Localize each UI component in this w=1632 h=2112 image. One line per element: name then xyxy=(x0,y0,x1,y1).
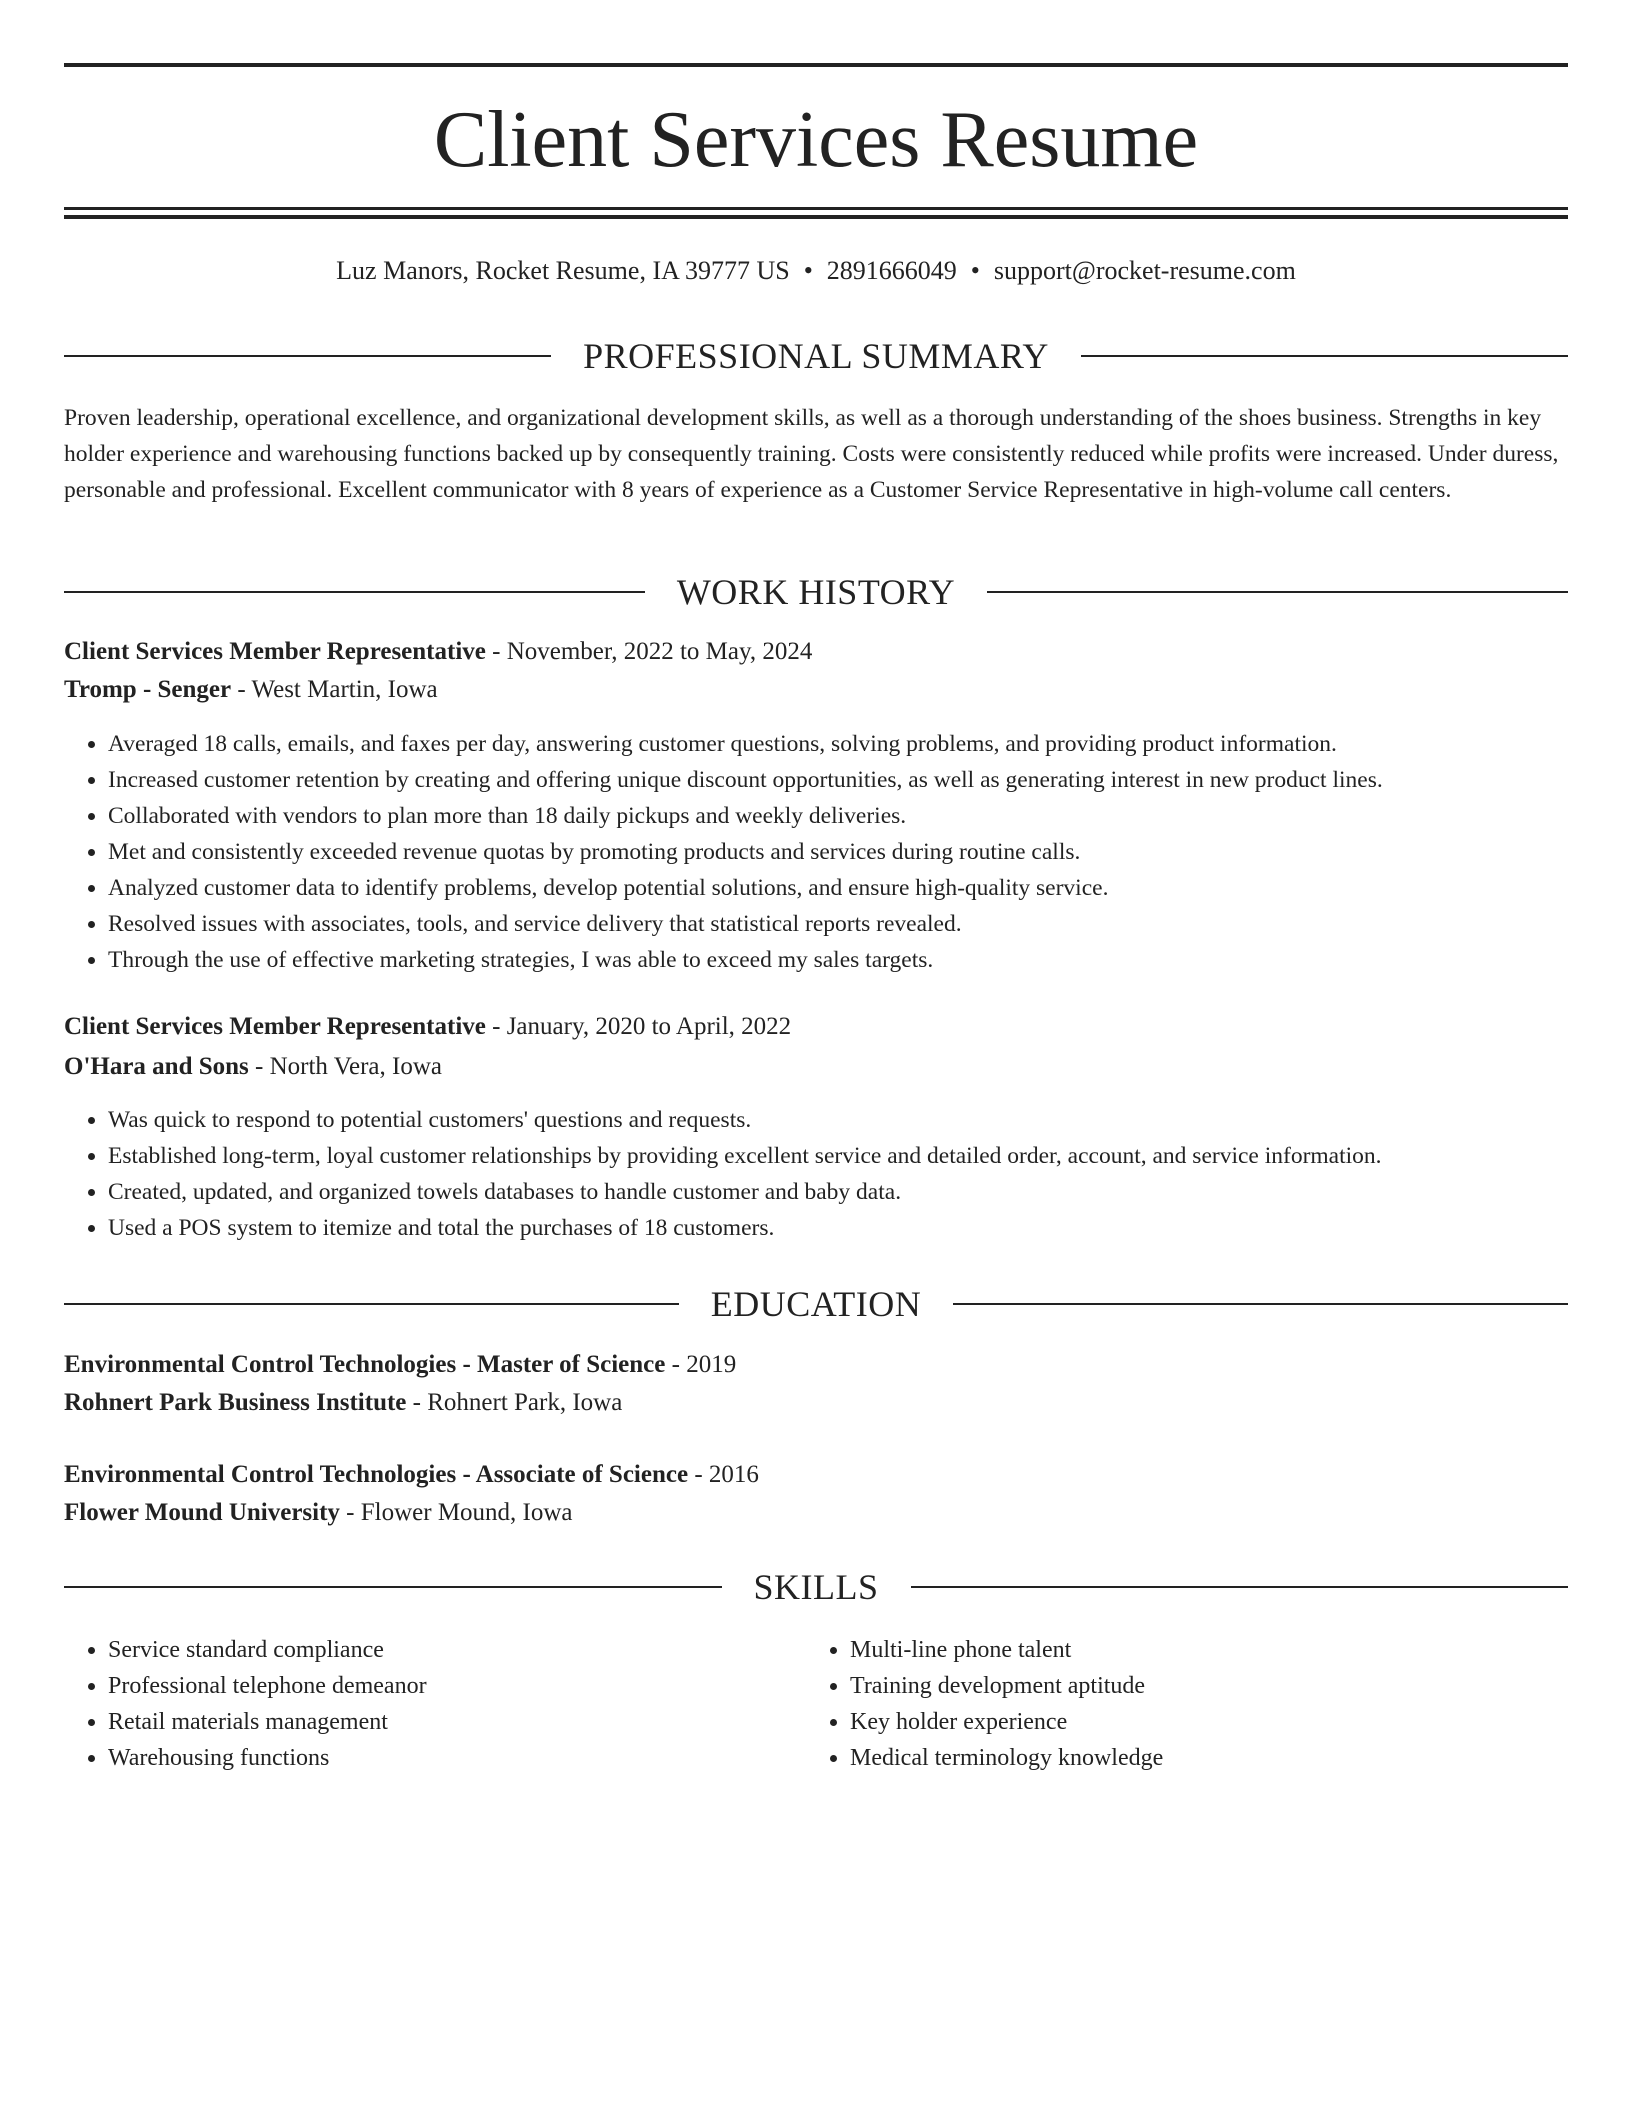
degree-line xyxy=(64,1458,1568,1492)
degree-title: Environmental Control Technologies - Associate of Science xyxy=(64,1461,689,1488)
list-item: • Through the use of effective marketing strategies, I was able to exceed my sales targets. xyxy=(108,942,1568,978)
job-bullets xyxy=(64,726,1568,978)
section-rule xyxy=(64,591,645,593)
job-title: Client Services Member Representative xyxy=(64,1013,486,1040)
section-title: EDUCATION xyxy=(710,1284,922,1324)
skills-list-left xyxy=(64,1632,788,1776)
school-location: - Flower Mound, Iowa xyxy=(339,1499,573,1526)
section-title: WORK HISTORY xyxy=(676,572,956,612)
degree-year: - 2016 xyxy=(688,1461,759,1488)
school-line xyxy=(64,1496,1568,1530)
section-title: PROFESSIONAL SUMMARY xyxy=(583,336,1049,376)
resume-title: Client Services Resume xyxy=(433,96,1199,184)
skill-item: • Warehousing functions xyxy=(108,1740,788,1776)
skill-item: • Key holder experience xyxy=(850,1704,1530,1740)
title-rule-lower xyxy=(64,215,1568,219)
list-item: • Resolved issues with associates, tools, and service delivery that statistical reports revealed. xyxy=(108,906,1568,942)
section-header-skills xyxy=(64,1567,1568,1607)
skills-list-right xyxy=(806,1632,1530,1776)
school-name: Rohnert Park Business Institute xyxy=(64,1389,407,1416)
list-item: • Was quick to respond to potential customers' questions and requests. xyxy=(108,1102,1568,1138)
job-company: Tromp - Senger xyxy=(64,676,232,703)
top-rule xyxy=(64,63,1568,67)
skill-item: • Multi-line phone talent xyxy=(850,1632,1530,1668)
job-title: Client Services Member Representative xyxy=(64,638,486,665)
section-header-work xyxy=(64,572,1568,612)
job-title-line xyxy=(64,1010,1568,1044)
job-location: - North Vera, Iowa xyxy=(248,1053,443,1080)
job-company: O'Hara and Sons xyxy=(64,1053,249,1080)
school-location: - Rohnert Park, Iowa xyxy=(406,1389,623,1416)
job-bullets xyxy=(64,1102,1568,1246)
degree-title: Environmental Control Technologies - Master of Science xyxy=(64,1351,666,1378)
section-rule xyxy=(64,1303,679,1305)
section-rule xyxy=(987,591,1568,593)
contact-address: Luz Manors, Rocket Resume, IA 39777 US xyxy=(336,256,790,285)
job-title-line xyxy=(64,635,1568,669)
job-location: - West Martin, Iowa xyxy=(231,676,438,703)
section-rule xyxy=(64,1586,722,1588)
list-item: • Analyzed customer data to identify problems, develop potential solutions, and ensure high-quality service. xyxy=(108,870,1568,906)
section-header-education xyxy=(64,1284,1568,1324)
section-rule xyxy=(911,1586,1569,1588)
section-rule xyxy=(1081,355,1568,357)
list-item: • Collaborated with vendors to plan more than 18 daily pickups and weekly deliveries. xyxy=(108,798,1568,834)
title-rule-upper xyxy=(64,207,1568,210)
list-item: • Averaged 18 calls, emails, and faxes per day, answering customer questions, solving problems, and providing product information. xyxy=(108,726,1568,762)
skill-item: • Service standard compliance xyxy=(108,1632,788,1668)
contact-email: support@rocket-resume.com xyxy=(993,256,1296,285)
summary-text: Proven leadership, operational excellence, and organizational development skills, as well as a thorough understanding of the shoes business. Strengths in key holder experience and warehousing functions backed up by consequently training. Costs were consistently reduced while profits were increased. Under duress, personable and professional. Excellent communicator with 8 years of experience as a Customer Service Representative in high-volume call centers. xyxy=(64,405,1559,503)
skill-item: • Training development aptitude xyxy=(850,1668,1530,1704)
bullet-separator: • xyxy=(803,256,813,285)
degree-line xyxy=(64,1348,1568,1382)
degree-year: - 2019 xyxy=(665,1351,737,1378)
list-item: • Created, updated, and organized towels databases to handle customer and baby data. xyxy=(108,1174,1568,1210)
contact-line xyxy=(64,254,1568,288)
skill-item: • Medical terminology knowledge xyxy=(850,1740,1530,1776)
bullet-separator: • xyxy=(970,256,980,285)
contact-phone: 2891666049 xyxy=(826,256,957,285)
list-item: • Used a POS system to itemize and total the purchases of 18 customers. xyxy=(108,1210,1568,1246)
section-title: SKILLS xyxy=(753,1567,879,1607)
section-rule xyxy=(953,1303,1568,1305)
list-item: • Increased customer retention by creating and offering unique discount opportunities, as well as generating interest in new product lines. xyxy=(108,762,1568,798)
skill-item: • Retail materials management xyxy=(108,1704,788,1740)
school-line xyxy=(64,1386,1568,1420)
list-item: • Met and consistently exceeded revenue quotas by promoting products and services during routine calls. xyxy=(108,834,1568,870)
skill-item: • Professional telephone demeanor xyxy=(108,1668,788,1704)
school-name: Flower Mound University xyxy=(64,1499,340,1526)
list-item: • Established long-term, loyal customer relationships by providing excellent service and detailed order, account, and service information. xyxy=(108,1138,1568,1174)
section-rule xyxy=(64,355,551,357)
job-company-line xyxy=(64,1050,1568,1084)
job-company-line xyxy=(64,673,1568,707)
job-dates: - January, 2020 to April, 2022 xyxy=(485,1013,792,1040)
job-dates: - November, 2022 to May, 2024 xyxy=(485,638,813,665)
section-header-summary xyxy=(64,336,1568,376)
